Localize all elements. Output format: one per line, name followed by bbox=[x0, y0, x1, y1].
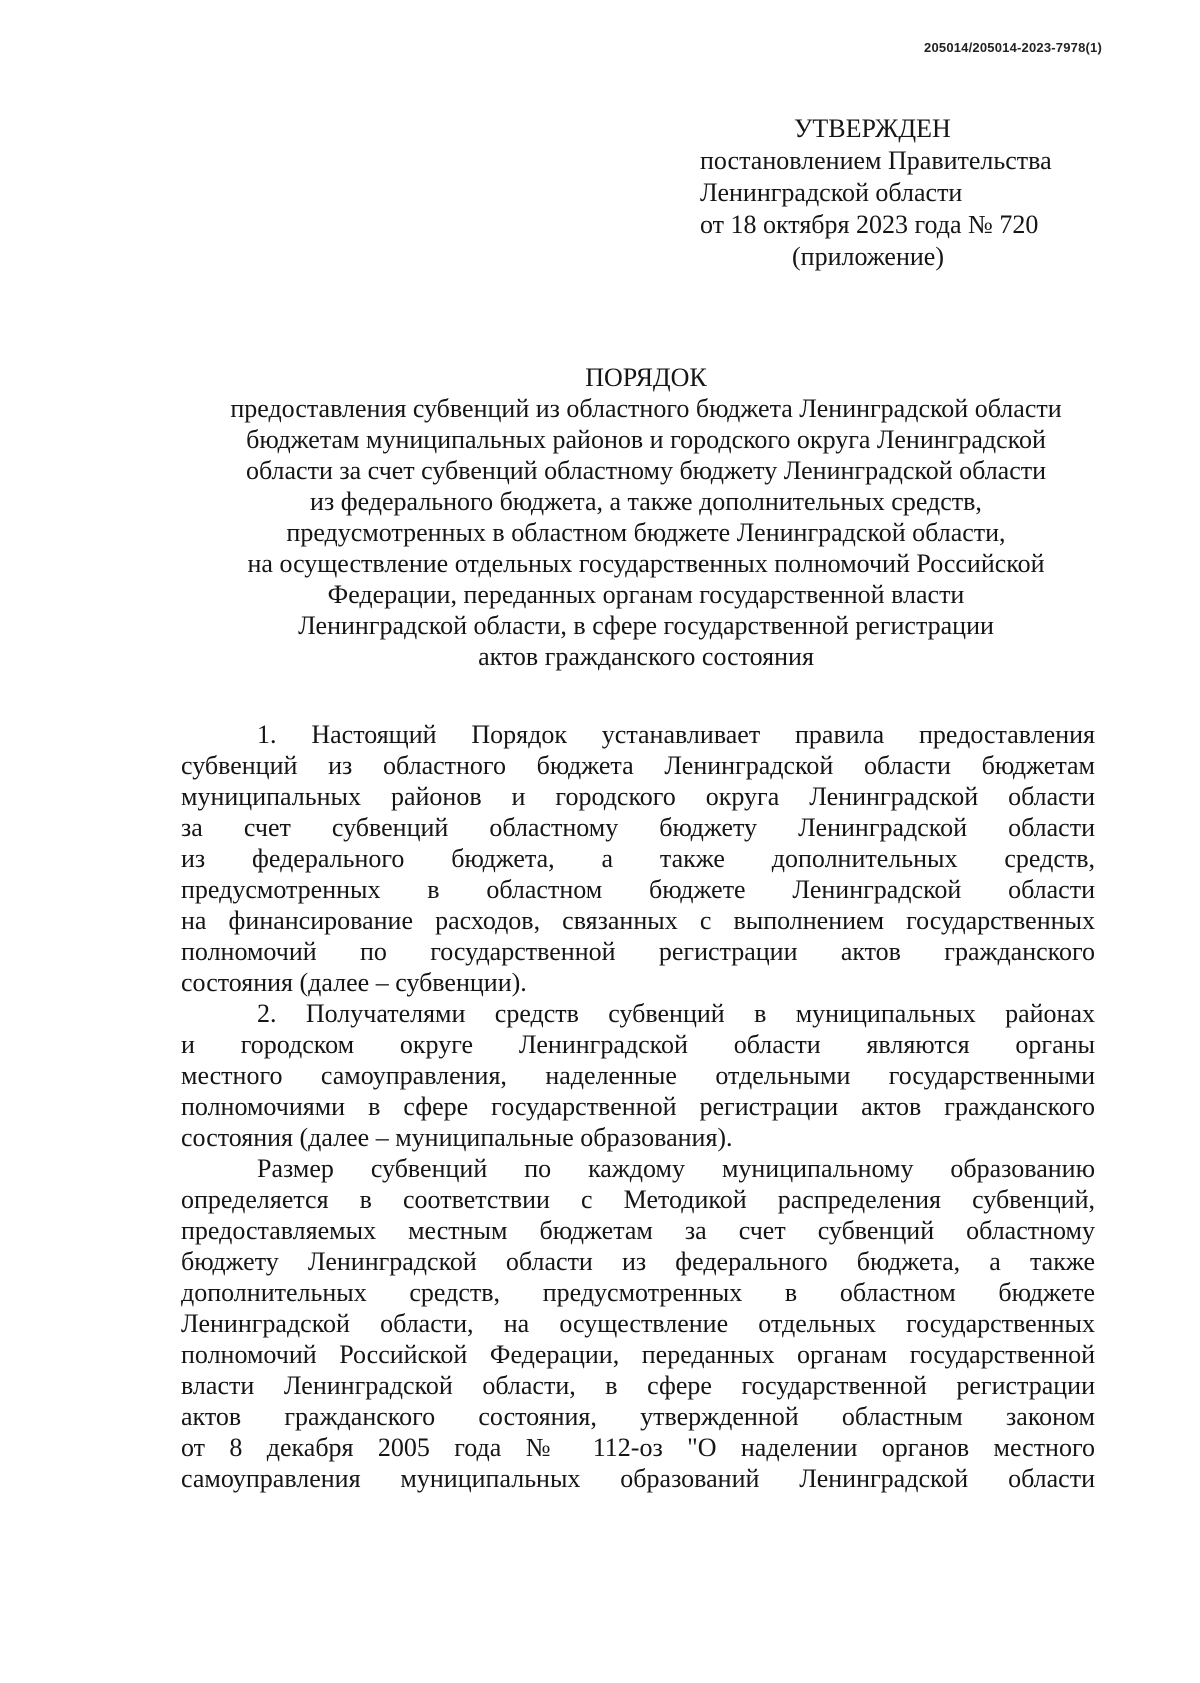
title-line: из федерального бюджета, а также дополнительных средств, bbox=[310, 487, 982, 516]
title-line: актов гражданского состояния bbox=[478, 642, 814, 671]
paragraph-line: из федерального бюджета, а также дополнительных средств, bbox=[181, 844, 1095, 873]
title-line: на осуществление отдельных государственных полномочий Российской bbox=[247, 549, 1045, 578]
paragraph-line: Размер субвенций по каждому муниципальному образованию bbox=[257, 1154, 1095, 1183]
approval-line: постановлением Правительства bbox=[700, 146, 1052, 175]
title-line: предусмотренных в областном бюджете Ленинградской области, bbox=[286, 518, 1006, 547]
paragraph-line: предоставляемых местным бюджетам за счет субвенций областному bbox=[181, 1216, 1095, 1245]
paragraph-line: 1. Настоящий Порядок устанавливает правила предоставления bbox=[257, 720, 1095, 749]
approval-block bbox=[700, 113, 1100, 273]
paragraph-3 bbox=[181, 1153, 1095, 1494]
document-id: 205014/205014-2023-7978(1) bbox=[924, 40, 1102, 55]
paragraph-line: местного самоуправления, наделенные отдельными государственными bbox=[181, 1061, 1095, 1090]
document-body bbox=[181, 719, 1095, 1494]
paragraph-line: предусмотренных в областном бюджете Ленинградской области bbox=[181, 875, 1095, 904]
paragraph-line: Ленинградской области, на осуществление отдельных государственных bbox=[181, 1309, 1095, 1338]
paragraph-line: и городском округе Ленинградской области являются органы bbox=[181, 1030, 1095, 1059]
paragraph-2 bbox=[181, 998, 1095, 1153]
paragraph-line: полномочиями в сфере государственной регистрации актов гражданского bbox=[181, 1092, 1095, 1121]
approval-title: УТВЕРЖДЕН bbox=[794, 114, 951, 143]
document-title bbox=[180, 362, 1112, 672]
paragraph-line: актов гражданского состояния, утвержденной областным законом bbox=[181, 1402, 1095, 1431]
approval-line: от 18 октября 2023 года № 720 bbox=[700, 210, 1039, 239]
paragraph-line: муниципальных районов и городского округа Ленинградской области bbox=[181, 782, 1095, 811]
title-line: предоставления субвенций из областного бюджета Ленинградской области bbox=[230, 394, 1062, 423]
approval-note: (приложение) bbox=[792, 242, 945, 271]
paragraph-line: бюджету Ленинградской области из федерального бюджета, а также bbox=[181, 1247, 1095, 1276]
paragraph-line: на финансирование расходов, связанных с выполнением государственных bbox=[181, 906, 1095, 935]
paragraph-line: власти Ленинградской области, в сфере государственной регистрации bbox=[181, 1371, 1095, 1400]
paragraph-line: от 8 декабря 2005 года № 112-оз "О наделении органов местного bbox=[181, 1433, 1095, 1462]
paragraph-line: полномочий по государственной регистрации актов гражданского bbox=[181, 937, 1095, 966]
paragraph-line: за счет субвенций областному бюджету Ленинградской области bbox=[181, 813, 1095, 842]
paragraph-line: самоуправления муниципальных образований Ленинградской области bbox=[181, 1464, 1095, 1493]
paragraph-line: субвенций из областного бюджета Ленинградской области бюджетам bbox=[181, 751, 1095, 780]
paragraph-line: полномочий Российской Федерации, переданных органам государственной bbox=[181, 1340, 1095, 1369]
document-heading: ПОРЯДОК bbox=[585, 363, 707, 392]
paragraph-line: состояния (далее – муниципальные образования). bbox=[181, 1123, 733, 1152]
approval-line: Ленинградской области bbox=[700, 178, 963, 207]
paragraph-line: 2. Получателями средств субвенций в муниципальных районах bbox=[257, 999, 1095, 1028]
paragraph-1 bbox=[181, 719, 1095, 998]
title-line: Федерации, переданных органам государственной власти bbox=[327, 580, 965, 609]
paragraph-line: состояния (далее – субвенции). bbox=[181, 968, 527, 997]
paragraph-line: дополнительных средств, предусмотренных в областном бюджете bbox=[181, 1278, 1095, 1307]
title-line: Ленинградской области, в сфере государственной регистрации bbox=[298, 611, 994, 640]
title-line: области за счет субвенций областному бюджету Ленинградской области bbox=[245, 456, 1047, 485]
title-line: бюджетам муниципальных районов и городского округа Ленинградской bbox=[246, 425, 1046, 454]
paragraph-line: определяется в соответствии с Методикой распределения субвенций, bbox=[181, 1185, 1095, 1214]
